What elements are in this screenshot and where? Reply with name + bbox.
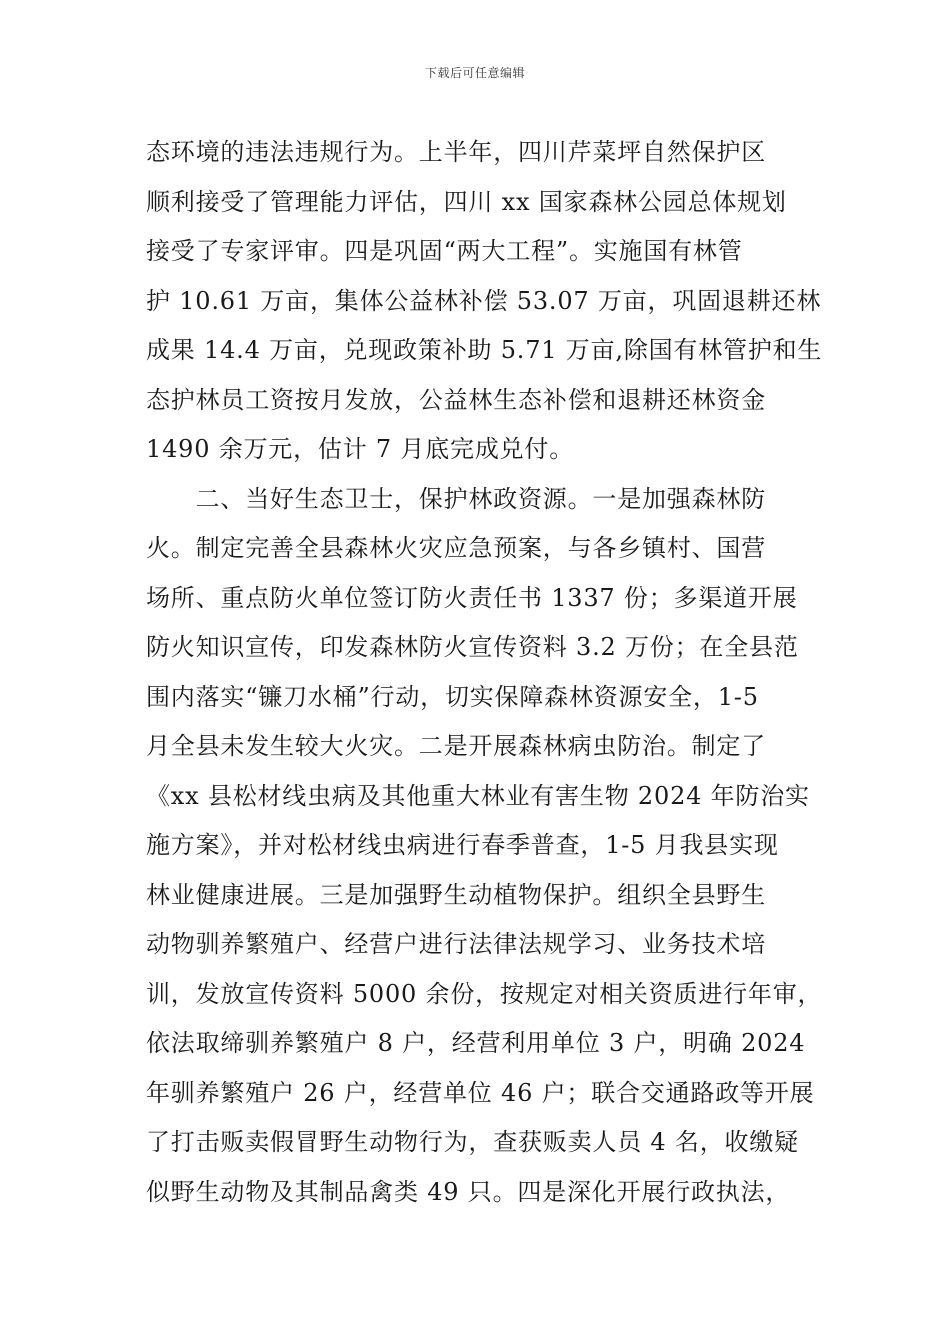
text-line: 顺利接受了管理能力评估，四川 xx 国家森林公园总体规划 <box>146 187 787 216</box>
text-line: 1490 余万元，估计 7 月底完成兑付。 <box>146 435 575 463</box>
text-line: 施方案》，并对松材线虫病进行春季普查，1-5 月我县实现 <box>146 831 779 859</box>
text-line: 月全县未发生较大火灾。二是开展森林病虫防治。制定了 <box>146 732 766 760</box>
text-line: 动物驯养繁殖户、经营户进行法律法规学习、业务技术培 <box>146 930 766 958</box>
text-line: 围内落实“镰刀水桶”行动，切实保障森林资源安全，1-5 <box>146 682 759 711</box>
text-line: 态环境的违法违规行为。上半年，四川芹菜坪自然保护区 <box>146 138 766 166</box>
text-line: 火。制定完善全县森林火灾应急预案，与各乡镇村、国营 <box>146 534 766 562</box>
text-line: 了打击贩卖假冒野生动物行为，查获贩卖人员 4 名，收缴疑 <box>146 1128 799 1156</box>
text-line: 依法取缔驯养繁殖户 8 户，经营利用单位 3 户，明确 2024 <box>146 1029 806 1057</box>
text-line: 成果 14.4 万亩，兑现政策补助 5.71 万亩,除国有林管护和生 <box>146 336 823 364</box>
text-line: 似野生动物及其制品禽类 49 只。四是深化开展行政执法， <box>146 1177 791 1206</box>
header-note: 下载后可任意编辑 <box>424 66 525 80</box>
text-line: 林业健康进展。三是加强野生动植物保护。组织全县野生 <box>146 880 766 909</box>
text-line: 年驯养繁殖户 26 户，经营单位 46 户；联合交通路政等开展 <box>146 1078 815 1107</box>
text-line: 二、当好生态卫士，保护林政资源。一是加强森林防 <box>146 484 766 513</box>
text-line: 《xx 县松材线虫病及其他重大林业有害生物 2024 年防治实 <box>146 781 810 810</box>
text-line: 防火知识宣传，印发森林防火宣传资料 3.2 万份；在全县范 <box>146 633 799 661</box>
text-line: 场所、重点防火单位签订防火责任书 1337 份；多渠道开展 <box>146 583 798 612</box>
text-line: 护 10.61 万亩，集体公益林补偿 53.07 万亩，巩固退耕还林 <box>146 286 822 315</box>
document-body <box>146 128 823 1217</box>
text-line: 训，发放宣传资料 5000 余份，按规定对相关资质进行年审， <box>146 979 823 1008</box>
text-line: 态护林员工资按月发放，公益林生态补偿和退耕还林资金 <box>146 385 766 414</box>
text-line: 接受了专家评审。四是巩固“两大工程”。实施国有林管 <box>146 237 743 265</box>
